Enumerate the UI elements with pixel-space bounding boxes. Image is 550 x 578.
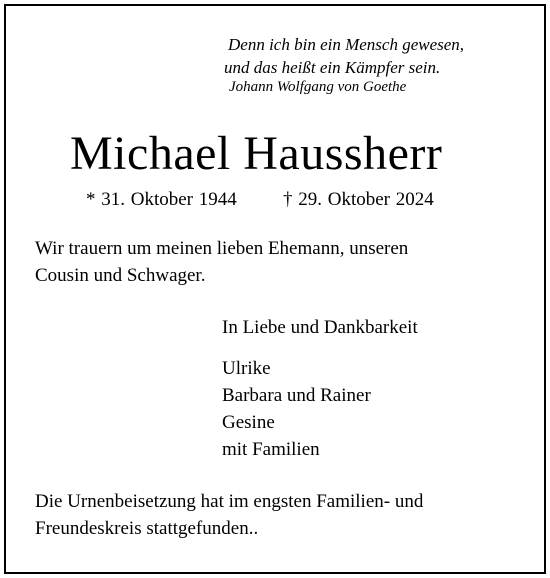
message-line-2: Cousin und Schwager. [35,265,206,286]
quote-line-1: Denn ich bin ein Mensch gewesen, [228,35,465,54]
signature-intro: In Liebe und Dankbarkeit [222,317,418,338]
signatory-name: Barbara und Rainer [222,385,371,406]
birth-date: * 31. Oktober 1944 [86,189,237,210]
death-date: † 29. Oktober 2024 [283,189,434,210]
signatory-name: Ulrike [222,358,271,379]
notice-line-1: Die Urnenbeisetzung hat im engsten Familien- und [35,491,424,512]
quote-line-2: und das heißt ein Kämpfer sein. [224,58,441,77]
message-line-1: Wir trauern um meinen lieben Ehemann, unseren [35,238,409,259]
quote-author: Johann Wolfgang von Goethe [229,79,407,95]
signatory-name: Gesine [222,412,275,433]
signatory-name: mit Familien [222,439,320,460]
notice-line-2: Freundeskreis stattgefunden.. [35,518,259,539]
deceased-name: Michael Haussherr [70,127,443,180]
